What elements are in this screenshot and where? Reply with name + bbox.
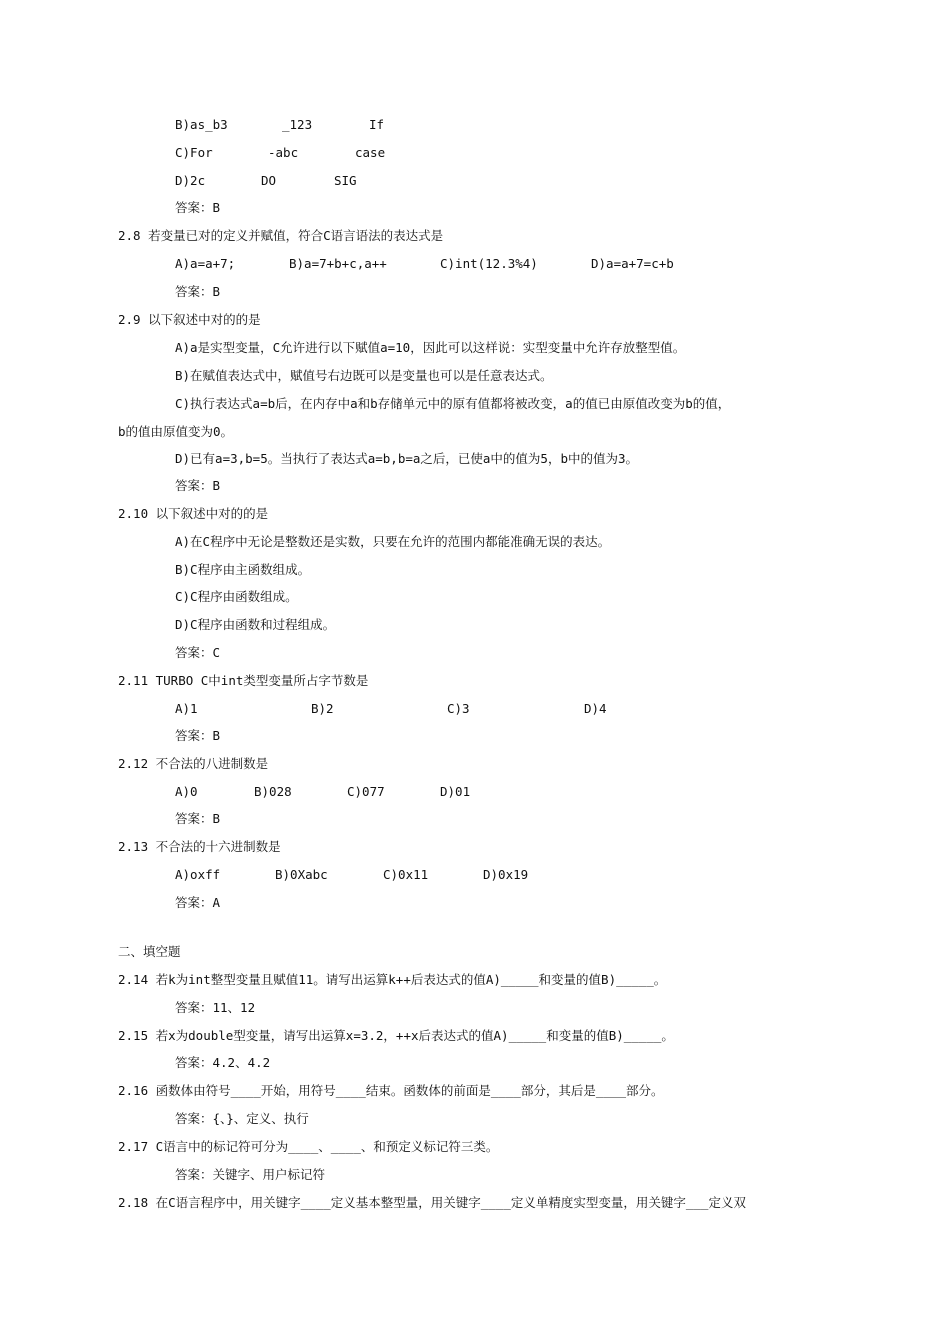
option-b: B)0Xabc (275, 867, 328, 882)
answer-2-9: 答案：B (175, 478, 221, 493)
question-2-17: 2.17 C语言中的标记符可分为____、____、和预定义标记符三类。 (118, 1139, 499, 1154)
section-heading: 二、填空题 (118, 944, 181, 959)
option-c-item-1: C)For (175, 145, 213, 160)
option-c: C)077 (347, 784, 385, 799)
option-b: B)a=7+b+c,a++ (289, 256, 387, 271)
answer-2-11: 答案：B (175, 728, 221, 743)
option-c: C)3 (447, 701, 470, 716)
option-c-item-2: -abc (268, 145, 299, 160)
option-b: B)C程序由主函数组成。 (175, 562, 311, 577)
question-2-9: 2.9 以下叙述中对的的是 (118, 312, 261, 327)
question-2-13: 2.13 不合法的十六进制数是 (118, 839, 281, 854)
option-b-item-1: B)as_b3 (175, 117, 228, 132)
option-a: A)在C程序中无论是整数还是实数，只要在允许的范围内都能准确无误的表达。 (175, 534, 611, 549)
answer-2-7: 答案：B (175, 200, 221, 215)
option-a: A)a=a+7; (175, 256, 236, 271)
option-a: A)1 (175, 701, 198, 716)
question-2-15: 2.15 若x为double型变量，请写出运算x=3.2，++x后表达式的值A)_____和变量的值B)_____。 (118, 1028, 674, 1043)
question-2-11: 2.11 TURBO C中int类型变量所占字节数是 (118, 673, 369, 688)
option-a: A)a是实型变量，C允许进行以下赋值a=10，因此可以这样说：实型变量中允许存放整型值。 (175, 340, 686, 355)
answer-2-14: 答案：11、12 (175, 1000, 256, 1015)
option-b: B)在赋值表达式中，赋值号右边既可以是变量也可以是任意表达式。 (175, 368, 553, 383)
option-d: D)C程序由函数和过程组成。 (175, 617, 336, 632)
option-d-item-3: SIG (334, 173, 357, 188)
option-c: C)执行表达式a=b后，在内存中a和b存储单元中的原有值都将被改变，a的值已由原值改变为b的值， (175, 396, 731, 411)
answer-2-13: 答案：A (175, 895, 221, 910)
option-a: A)0 (175, 784, 198, 799)
answer-2-10: 答案：C (175, 645, 221, 660)
option-d-item-2: DO (261, 173, 277, 188)
option-d: D)a=a+7=c+b (591, 256, 674, 271)
option-d: D)已有a=3,b=5。当执行了表达式a=b,b=a之后，已使a中的值为5，b中的值为3。 (175, 451, 639, 466)
option-c: C)C程序由函数组成。 (175, 589, 298, 604)
answer-2-17: 答案：关键字、用户标记符 (175, 1167, 326, 1182)
option-d: D)4 (584, 701, 607, 716)
question-2-8: 2.8 若变量已对的定义并赋值，符合C语言语法的表达式是 (118, 228, 444, 243)
option-b-item-2: _123 (282, 117, 313, 132)
option-d-item-1: D)2c (175, 173, 206, 188)
option-d: D)0x19 (483, 867, 529, 882)
question-2-16: 2.16 函数体由符号____开始，用符号____结束。函数体的前面是____部分，其后是____部分。 (118, 1083, 664, 1098)
option-c-item-3: case (355, 145, 386, 160)
option-c: C)0x11 (383, 867, 429, 882)
answer-2-15: 答案：4.2、4.2 (175, 1055, 271, 1070)
answer-2-8: 答案：B (175, 284, 221, 299)
option-d: D)01 (440, 784, 471, 799)
answer-2-16: 答案：{、}、定义、执行 (175, 1111, 309, 1126)
option-b-item-3: If (369, 117, 385, 132)
question-2-18: 2.18 在C语言程序中，用关键字____定义基本整型量，用关键字____定义单精度实型变量，用关键字___定义双 (118, 1195, 746, 1210)
option-a: A)oxff (175, 867, 221, 882)
option-c: C)int(12.3%4) (440, 256, 538, 271)
option-b: B)028 (254, 784, 292, 799)
option-c-continued: b的值由原值变为0。 (118, 424, 234, 439)
question-2-10: 2.10 以下叙述中对的的是 (118, 506, 269, 521)
question-2-12: 2.12 不合法的八进制数是 (118, 756, 269, 771)
answer-2-12: 答案：B (175, 811, 221, 826)
question-2-14: 2.14 若k为int整型变量且赋值11。请写出运算k++后表达式的值A)_____和变量的值B)_____。 (118, 972, 667, 987)
option-b: B)2 (311, 701, 334, 716)
